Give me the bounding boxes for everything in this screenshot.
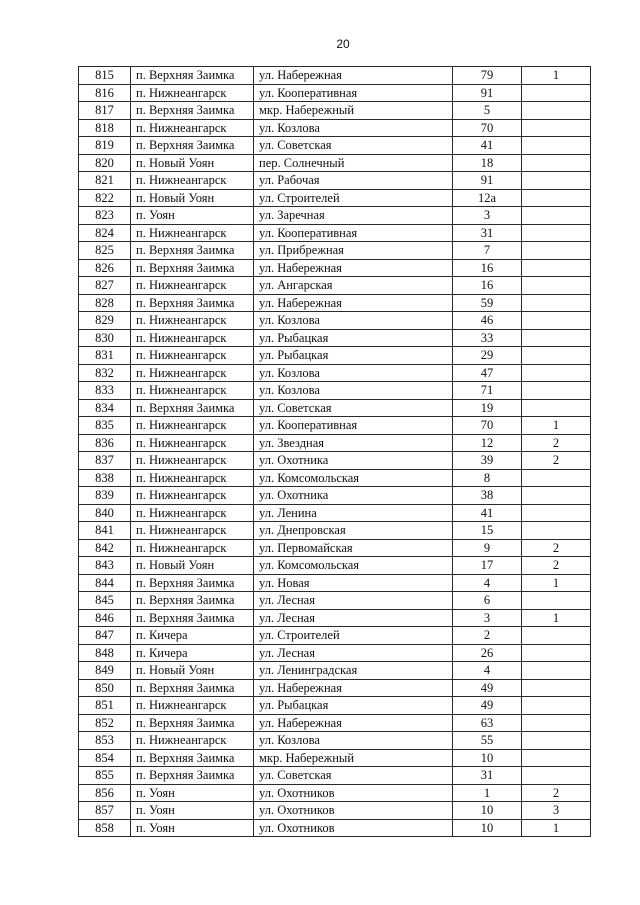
cell-settlement: п. Нижнеангарск — [131, 84, 254, 102]
cell-street: ул. Ленина — [254, 504, 453, 522]
table-row — [79, 592, 591, 610]
cell-apartment — [522, 224, 591, 242]
cell-street: ул. Советская — [254, 399, 453, 417]
cell-house-number: 49 — [453, 697, 522, 715]
cell-settlement: п. Нижнеангарск — [131, 487, 254, 505]
cell-street: ул. Кооперативная — [254, 224, 453, 242]
table-row — [79, 487, 591, 505]
cell-apartment — [522, 364, 591, 382]
table-row — [79, 714, 591, 732]
cell-apartment: 2 — [522, 784, 591, 802]
cell-house-number: 31 — [453, 224, 522, 242]
cell-row-number: 815 — [79, 67, 131, 85]
cell-apartment — [522, 84, 591, 102]
cell-street: ул. Первомайская — [254, 539, 453, 557]
cell-apartment — [522, 312, 591, 330]
cell-apartment: 2 — [522, 539, 591, 557]
cell-settlement: п. Нижнеангарск — [131, 697, 254, 715]
cell-row-number: 816 — [79, 84, 131, 102]
cell-row-number: 819 — [79, 137, 131, 155]
cell-row-number: 835 — [79, 417, 131, 435]
cell-row-number: 850 — [79, 679, 131, 697]
cell-apartment — [522, 137, 591, 155]
cell-house-number: 10 — [453, 819, 522, 837]
cell-row-number: 838 — [79, 469, 131, 487]
table-row — [79, 784, 591, 802]
cell-house-number: 4 — [453, 662, 522, 680]
cell-row-number: 855 — [79, 767, 131, 785]
cell-street: ул. Лесная — [254, 592, 453, 610]
cell-row-number: 848 — [79, 644, 131, 662]
cell-house-number: 29 — [453, 347, 522, 365]
cell-settlement: п. Уоян — [131, 784, 254, 802]
cell-row-number: 851 — [79, 697, 131, 715]
table-row — [79, 207, 591, 225]
table-row — [79, 452, 591, 470]
table-row — [79, 137, 591, 155]
table-row — [79, 574, 591, 592]
cell-row-number: 830 — [79, 329, 131, 347]
cell-settlement: п. Верхняя Заимка — [131, 574, 254, 592]
cell-apartment — [522, 679, 591, 697]
cell-house-number: 18 — [453, 154, 522, 172]
table-row — [79, 662, 591, 680]
cell-street: ул. Набережная — [254, 679, 453, 697]
table-row — [79, 154, 591, 172]
cell-apartment — [522, 189, 591, 207]
cell-street: мкр. Набережный — [254, 102, 453, 120]
cell-settlement: п. Верхняя Заимка — [131, 294, 254, 312]
cell-apartment — [522, 329, 591, 347]
cell-settlement: п. Нижнеангарск — [131, 312, 254, 330]
cell-settlement: п. Нижнеангарск — [131, 434, 254, 452]
cell-house-number: 17 — [453, 557, 522, 575]
cell-row-number: 847 — [79, 627, 131, 645]
cell-apartment — [522, 119, 591, 137]
cell-street: ул. Козлова — [254, 119, 453, 137]
cell-apartment — [522, 592, 591, 610]
cell-street: ул. Новая — [254, 574, 453, 592]
cell-settlement: п. Нижнеангарск — [131, 347, 254, 365]
cell-street: ул. Охотников — [254, 819, 453, 837]
cell-house-number: 10 — [453, 749, 522, 767]
cell-house-number: 49 — [453, 679, 522, 697]
cell-apartment — [522, 469, 591, 487]
cell-settlement: п. Верхняя Заимка — [131, 259, 254, 277]
cell-row-number: 817 — [79, 102, 131, 120]
cell-house-number: 7 — [453, 242, 522, 260]
cell-settlement: п. Верхняя Заимка — [131, 679, 254, 697]
cell-row-number: 853 — [79, 732, 131, 750]
cell-apartment — [522, 487, 591, 505]
cell-house-number: 47 — [453, 364, 522, 382]
cell-row-number: 829 — [79, 312, 131, 330]
cell-settlement: п. Верхняя Заимка — [131, 242, 254, 260]
table-row — [79, 627, 591, 645]
cell-row-number: 837 — [79, 452, 131, 470]
table-row — [79, 277, 591, 295]
cell-street: ул. Советская — [254, 767, 453, 785]
cell-apartment — [522, 522, 591, 540]
cell-row-number: 836 — [79, 434, 131, 452]
table-row — [79, 189, 591, 207]
table-row — [79, 469, 591, 487]
cell-apartment — [522, 347, 591, 365]
cell-house-number: 33 — [453, 329, 522, 347]
cell-apartment — [522, 767, 591, 785]
cell-apartment — [522, 102, 591, 120]
table-row — [79, 697, 591, 715]
cell-house-number: 1 — [453, 784, 522, 802]
cell-house-number: 16 — [453, 277, 522, 295]
cell-settlement: п. Нижнеангарск — [131, 172, 254, 190]
cell-house-number: 26 — [453, 644, 522, 662]
address-table — [78, 66, 591, 837]
table-row — [79, 119, 591, 137]
cell-settlement: п. Нижнеангарск — [131, 504, 254, 522]
cell-row-number: 825 — [79, 242, 131, 260]
table-row — [79, 522, 591, 540]
cell-street: ул. Охотников — [254, 802, 453, 820]
table-row — [79, 224, 591, 242]
cell-house-number: 38 — [453, 487, 522, 505]
table-row — [79, 312, 591, 330]
cell-house-number: 41 — [453, 504, 522, 522]
cell-house-number: 91 — [453, 84, 522, 102]
cell-house-number: 91 — [453, 172, 522, 190]
table-row — [79, 434, 591, 452]
cell-apartment — [522, 644, 591, 662]
cell-street: ул. Заречная — [254, 207, 453, 225]
table-row — [79, 504, 591, 522]
cell-house-number: 15 — [453, 522, 522, 540]
cell-row-number: 845 — [79, 592, 131, 610]
cell-settlement: п. Новый Уоян — [131, 662, 254, 680]
cell-row-number: 841 — [79, 522, 131, 540]
cell-settlement: п. Верхняя Заимка — [131, 749, 254, 767]
cell-street: ул. Ленинградская — [254, 662, 453, 680]
cell-row-number: 827 — [79, 277, 131, 295]
cell-apartment — [522, 504, 591, 522]
cell-apartment — [522, 259, 591, 277]
cell-house-number: 46 — [453, 312, 522, 330]
cell-row-number: 842 — [79, 539, 131, 557]
table-row — [79, 364, 591, 382]
cell-settlement: п. Верхняя Заимка — [131, 592, 254, 610]
cell-street: ул. Кооперативная — [254, 84, 453, 102]
cell-settlement: п. Верхняя Заимка — [131, 714, 254, 732]
cell-apartment: 2 — [522, 557, 591, 575]
cell-street: ул. Набережная — [254, 294, 453, 312]
cell-settlement: п. Верхняя Заимка — [131, 137, 254, 155]
cell-house-number: 19 — [453, 399, 522, 417]
cell-row-number: 828 — [79, 294, 131, 312]
cell-settlement: п. Верхняя Заимка — [131, 102, 254, 120]
cell-row-number: 833 — [79, 382, 131, 400]
table-row — [79, 347, 591, 365]
cell-street: ул. Советская — [254, 137, 453, 155]
cell-house-number: 5 — [453, 102, 522, 120]
cell-row-number: 822 — [79, 189, 131, 207]
table-row — [79, 767, 591, 785]
cell-street: ул. Лесная — [254, 644, 453, 662]
cell-row-number: 854 — [79, 749, 131, 767]
cell-row-number: 826 — [79, 259, 131, 277]
cell-apartment: 1 — [522, 417, 591, 435]
table-row — [79, 382, 591, 400]
table-row — [79, 102, 591, 120]
cell-settlement: п. Уоян — [131, 802, 254, 820]
cell-settlement: п. Нижнеангарск — [131, 364, 254, 382]
cell-street: ул. Прибрежная — [254, 242, 453, 260]
cell-row-number: 856 — [79, 784, 131, 802]
cell-settlement: п. Нижнеангарск — [131, 382, 254, 400]
cell-row-number: 831 — [79, 347, 131, 365]
cell-street: ул. Строителей — [254, 189, 453, 207]
cell-house-number: 12 — [453, 434, 522, 452]
cell-settlement: п. Нижнеангарск — [131, 522, 254, 540]
cell-street: ул. Охотников — [254, 784, 453, 802]
table-row — [79, 557, 591, 575]
cell-apartment — [522, 714, 591, 732]
cell-apartment — [522, 732, 591, 750]
cell-street: ул. Комсомольская — [254, 557, 453, 575]
cell-street: ул. Ангарская — [254, 277, 453, 295]
cell-house-number: 12а — [453, 189, 522, 207]
table-row — [79, 679, 591, 697]
cell-house-number: 71 — [453, 382, 522, 400]
cell-street: ул. Днепровская — [254, 522, 453, 540]
cell-apartment: 2 — [522, 434, 591, 452]
cell-row-number: 834 — [79, 399, 131, 417]
cell-street: ул. Козлова — [254, 732, 453, 750]
cell-apartment — [522, 172, 591, 190]
cell-row-number: 852 — [79, 714, 131, 732]
cell-house-number: 2 — [453, 627, 522, 645]
table-row — [79, 819, 591, 837]
cell-apartment: 1 — [522, 609, 591, 627]
cell-street: ул. Рыбацкая — [254, 329, 453, 347]
cell-house-number: 6 — [453, 592, 522, 610]
cell-row-number: 818 — [79, 119, 131, 137]
cell-settlement: п. Нижнеангарск — [131, 329, 254, 347]
cell-house-number: 4 — [453, 574, 522, 592]
cell-row-number: 844 — [79, 574, 131, 592]
cell-house-number: 59 — [453, 294, 522, 312]
table-row — [79, 84, 591, 102]
table-row — [79, 749, 591, 767]
cell-street: ул. Набережная — [254, 67, 453, 85]
cell-apartment — [522, 399, 591, 417]
cell-street: ул. Лесная — [254, 609, 453, 627]
table-row — [79, 329, 591, 347]
cell-row-number: 858 — [79, 819, 131, 837]
cell-settlement: п. Кичера — [131, 644, 254, 662]
cell-settlement: п. Верхняя Заимка — [131, 67, 254, 85]
cell-apartment — [522, 627, 591, 645]
cell-house-number: 70 — [453, 119, 522, 137]
cell-row-number: 846 — [79, 609, 131, 627]
cell-apartment: 1 — [522, 574, 591, 592]
cell-street: пер. Солнечный — [254, 154, 453, 172]
cell-apartment: 3 — [522, 802, 591, 820]
cell-apartment — [522, 749, 591, 767]
address-table-body — [79, 67, 591, 837]
cell-street: ул. Комсомольская — [254, 469, 453, 487]
cell-apartment — [522, 294, 591, 312]
cell-street: ул. Набережная — [254, 259, 453, 277]
cell-apartment — [522, 207, 591, 225]
table-row — [79, 172, 591, 190]
cell-settlement: п. Новый Уоян — [131, 557, 254, 575]
cell-settlement: п. Кичера — [131, 627, 254, 645]
cell-apartment — [522, 662, 591, 680]
cell-settlement: п. Нижнеангарск — [131, 732, 254, 750]
cell-settlement: п. Нижнеангарск — [131, 277, 254, 295]
cell-house-number: 63 — [453, 714, 522, 732]
table-row — [79, 539, 591, 557]
cell-street: ул. Рыбацкая — [254, 347, 453, 365]
cell-settlement: п. Новый Уоян — [131, 154, 254, 172]
cell-settlement: п. Нижнеангарск — [131, 417, 254, 435]
cell-apartment — [522, 154, 591, 172]
cell-house-number: 70 — [453, 417, 522, 435]
cell-house-number: 9 — [453, 539, 522, 557]
table-row — [79, 259, 591, 277]
table-row — [79, 399, 591, 417]
cell-street: ул. Козлова — [254, 364, 453, 382]
cell-settlement: п. Нижнеангарск — [131, 224, 254, 242]
cell-settlement: п. Верхняя Заимка — [131, 609, 254, 627]
cell-street: ул. Козлова — [254, 312, 453, 330]
cell-row-number: 849 — [79, 662, 131, 680]
cell-apartment — [522, 242, 591, 260]
cell-settlement: п. Нижнеангарск — [131, 119, 254, 137]
cell-row-number: 820 — [79, 154, 131, 172]
cell-apartment — [522, 382, 591, 400]
table-row — [79, 242, 591, 260]
table-row — [79, 644, 591, 662]
cell-street: ул. Набережная — [254, 714, 453, 732]
cell-row-number: 824 — [79, 224, 131, 242]
cell-street: ул. Рабочая — [254, 172, 453, 190]
table-row — [79, 732, 591, 750]
table-row — [79, 417, 591, 435]
cell-house-number: 10 — [453, 802, 522, 820]
cell-row-number: 839 — [79, 487, 131, 505]
cell-settlement: п. Уоян — [131, 819, 254, 837]
cell-settlement: п. Нижнеангарск — [131, 539, 254, 557]
cell-street: мкр. Набережный — [254, 749, 453, 767]
cell-apartment: 1 — [522, 819, 591, 837]
cell-house-number: 79 — [453, 67, 522, 85]
cell-street: ул. Козлова — [254, 382, 453, 400]
cell-house-number: 3 — [453, 609, 522, 627]
cell-house-number: 55 — [453, 732, 522, 750]
cell-house-number: 41 — [453, 137, 522, 155]
cell-house-number: 3 — [453, 207, 522, 225]
cell-street: ул. Охотника — [254, 487, 453, 505]
cell-row-number: 823 — [79, 207, 131, 225]
cell-house-number: 8 — [453, 469, 522, 487]
cell-apartment — [522, 697, 591, 715]
cell-house-number: 16 — [453, 259, 522, 277]
cell-settlement: п. Верхняя Заимка — [131, 767, 254, 785]
cell-row-number: 843 — [79, 557, 131, 575]
page-number: 20 — [336, 37, 350, 51]
cell-settlement: п. Нижнеангарск — [131, 469, 254, 487]
table-row — [79, 67, 591, 85]
cell-apartment: 2 — [522, 452, 591, 470]
cell-row-number: 832 — [79, 364, 131, 382]
cell-street: ул. Охотника — [254, 452, 453, 470]
cell-row-number: 840 — [79, 504, 131, 522]
cell-settlement: п. Верхняя Заимка — [131, 399, 254, 417]
cell-settlement: п. Уоян — [131, 207, 254, 225]
cell-street: ул. Строителей — [254, 627, 453, 645]
cell-street: ул. Кооперативная — [254, 417, 453, 435]
table-row — [79, 294, 591, 312]
cell-apartment — [522, 277, 591, 295]
cell-settlement: п. Новый Уоян — [131, 189, 254, 207]
cell-street: ул. Рыбацкая — [254, 697, 453, 715]
cell-street: ул. Звездная — [254, 434, 453, 452]
table-row — [79, 802, 591, 820]
cell-house-number: 39 — [453, 452, 522, 470]
cell-row-number: 821 — [79, 172, 131, 190]
table-row — [79, 609, 591, 627]
cell-house-number: 31 — [453, 767, 522, 785]
cell-settlement: п. Нижнеангарск — [131, 452, 254, 470]
cell-apartment: 1 — [522, 67, 591, 85]
cell-row-number: 857 — [79, 802, 131, 820]
